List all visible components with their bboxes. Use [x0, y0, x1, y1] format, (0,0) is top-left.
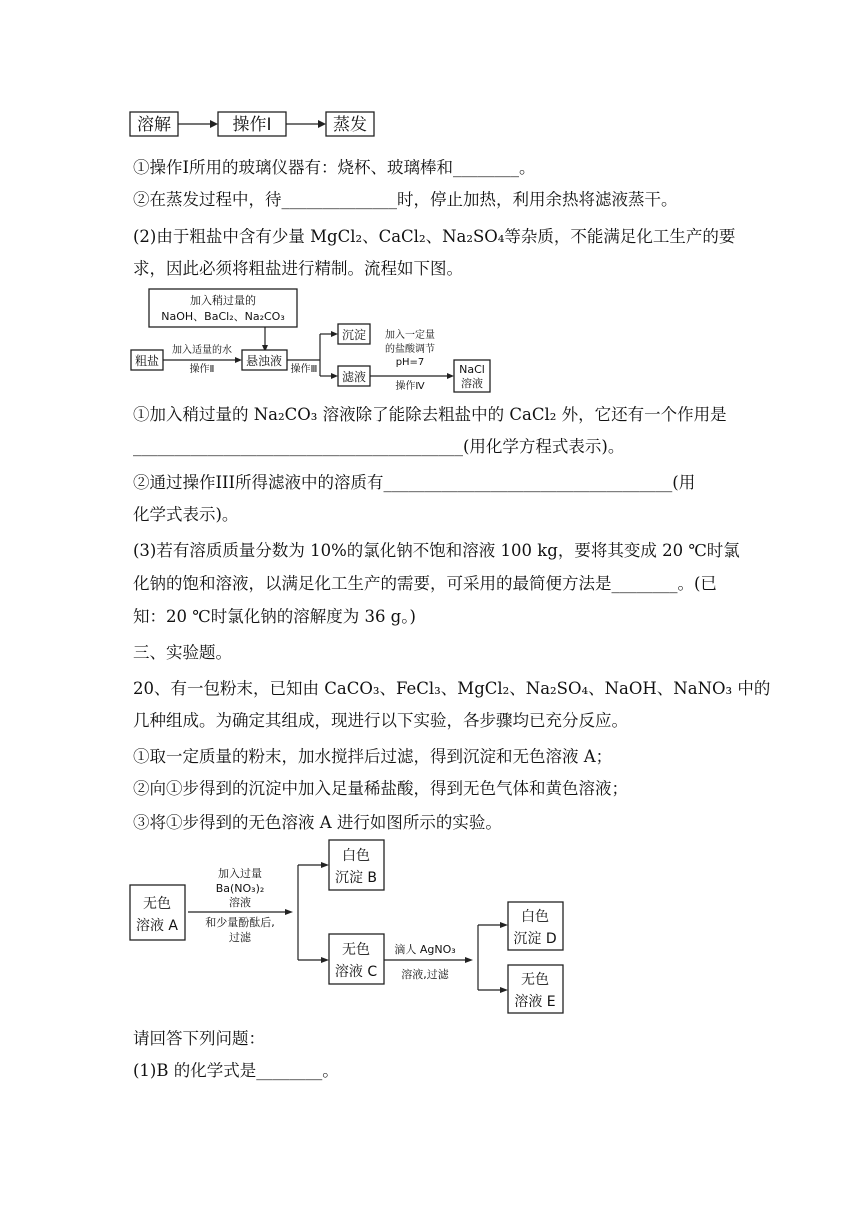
questions-intro: 请回答下列问题： — [133, 1029, 265, 1048]
flow1-op1-label: 操作Ⅰ — [232, 115, 272, 135]
flow2-suspension: 悬浊液 — [245, 354, 283, 368]
flow2-op4-label2: 的盐酸调节 — [385, 344, 435, 355]
flow2-nacl-line1: NaCl — [459, 363, 485, 376]
flow3-solution-e-box — [508, 965, 563, 1013]
flow2-filtrate-box — [338, 366, 370, 386]
q1-2: ②在蒸发过程中，待______________时，停止加热，利用余热将滤液蒸干。 — [133, 190, 678, 209]
flow3-arrow1-line5: 过滤 — [229, 931, 251, 944]
flow3-precipitate-b-box — [329, 840, 384, 890]
flow2-op4-label4: 操作Ⅳ — [395, 381, 425, 392]
q20-step3: ③将①步得到的无色溶液 A 进行如图所示的实验。 — [133, 813, 502, 832]
q20-step1: ①取一定质量的粉末，加水搅拌后过滤，得到沉淀和无色溶液 A； — [133, 747, 613, 766]
flow1-box-op1 — [218, 112, 286, 136]
flow3-precipitate-b-line2: 沉淀 B — [334, 870, 378, 886]
q2-1-line2: ________________________________________(用化学方程式表示)。 — [133, 437, 625, 456]
flow1-dissolve-label: 溶解 — [137, 115, 171, 135]
flow2-op3-label: 操作Ⅲ — [290, 364, 318, 375]
flow2-nacl-line2: 溶液 — [461, 377, 483, 390]
q1-1: ①操作I所用的玻璃仪器有：烧杯、玻璃棒和________。 — [133, 158, 536, 177]
flow3-precipitate-d-line1: 白色 — [521, 909, 549, 925]
flow2-precipitate-box — [338, 324, 370, 344]
flow3-arrow1-line3: 溶液 — [229, 896, 251, 909]
q2-2-line2: 化学式表示)。 — [133, 505, 239, 524]
flow1-evaporate-label: 蒸发 — [333, 115, 367, 135]
q2-line1: (2)由于粗盐中含有少量 MgCl₂、CaCl₂、Na₂SO₄等杂质，不能满足化工生产的要 — [133, 227, 736, 246]
flow3-precipitate-d-box — [508, 902, 563, 950]
flow2-op4-label3: pH=7 — [395, 357, 425, 368]
flow-diagram-1 — [0, 0, 860, 150]
flow3-solution-c-line1: 无色 — [342, 942, 370, 958]
flow3-arrow2-line2: 溶液,过滤 — [401, 968, 449, 981]
flow2-reagent-line1: 加入稍过量的 — [190, 294, 256, 307]
flow3-solution-e-line1: 无色 — [521, 972, 549, 988]
flow3-precipitate-d-line2: 沉淀 D — [513, 931, 557, 947]
flow3-arrow1-line1: 加入过量 — [218, 867, 262, 880]
question-1: (1)B 的化学式是________。 — [133, 1061, 339, 1080]
flow3-precipitate-b-line1: 白色 — [342, 848, 370, 864]
flow2-nacl-box — [454, 360, 490, 392]
flow3-solution-a-line2: 溶液 A — [135, 918, 179, 934]
flow2-op2-label1: 加入适量的水 — [172, 345, 232, 356]
q2-line2: 求，因此必须将粗盐进行精制。流程如下图。 — [133, 259, 463, 278]
flow2-precipitate: 沉淀 — [341, 328, 367, 342]
flow3-solution-e-line2: 溶液 E — [514, 994, 556, 1010]
flow3-solution-c-box — [329, 934, 384, 984]
flow3-arrow2-line1: 滴人 AgNO₃ — [394, 943, 456, 956]
section-3-heading: 三、实验题。 — [133, 643, 232, 662]
flow3-arrow1-line4: 和少量酚酞后, — [205, 916, 275, 929]
flow3-arrow1-line2: Ba(NO₃)₂ — [215, 882, 265, 895]
flow2-crude-salt: 粗盐 — [134, 354, 160, 368]
flow2-op4-label1: 加入一定量 — [385, 330, 435, 341]
q3-line1: (3)若有溶质质量分数为 10%的氯化钠不饱和溶液 100 kg，要将其变成 20 ℃时氯 — [133, 541, 740, 560]
flow2-reagent-line2: NaOH、BaCl₂、Na₂CO₃ — [161, 310, 285, 323]
q3-line3: 知：20 ℃时氯化钠的溶解度为 36 g。) — [133, 607, 416, 626]
flow3-solution-a-line1: 无色 — [143, 896, 171, 912]
flow-diagram-2 — [0, 286, 860, 396]
flow3-solution-c-line2: 溶液 C — [334, 964, 378, 980]
q20-step2: ②向①步得到的沉淀中加入足量稀盐酸，得到无色气体和黄色溶液； — [133, 779, 628, 798]
flow2-filtrate: 滤液 — [341, 370, 367, 384]
flow1-box-dissolve — [130, 112, 178, 136]
flow3-solution-a-box — [130, 885, 185, 940]
flow2-reagent-box — [149, 289, 297, 327]
flow2-op2-label2: 操作Ⅱ — [189, 364, 215, 375]
q3-line2: 化钠的饱和溶液，以满足化工生产的需要，可采用的最简便方法是________。(已 — [133, 574, 717, 593]
q2-2-line1: ②通过操作III所得滤液中的溶质有___________________________________(用 — [133, 473, 696, 492]
flow-diagram-3 — [0, 835, 860, 1015]
q20-line2: 几种组成。为确定其组成，现进行以下实验，各步骤均已充分反应。 — [133, 711, 628, 730]
flow2-suspension-box — [242, 350, 287, 370]
q2-1-line1: ①加入稍过量的 Na₂CO₃ 溶液除了能除去粗盐中的 CaCl₂ 外，它还有一个作用是 — [133, 405, 727, 424]
flow1-box-evaporate — [326, 112, 374, 136]
q20-line1: 20、有一包粉末，已知由 CaCO₃、FeCl₃、MgCl₂、Na₂SO₄、NaOH、NaNO₃ 中的 — [133, 679, 771, 698]
flow2-crude-salt-box — [131, 350, 163, 370]
